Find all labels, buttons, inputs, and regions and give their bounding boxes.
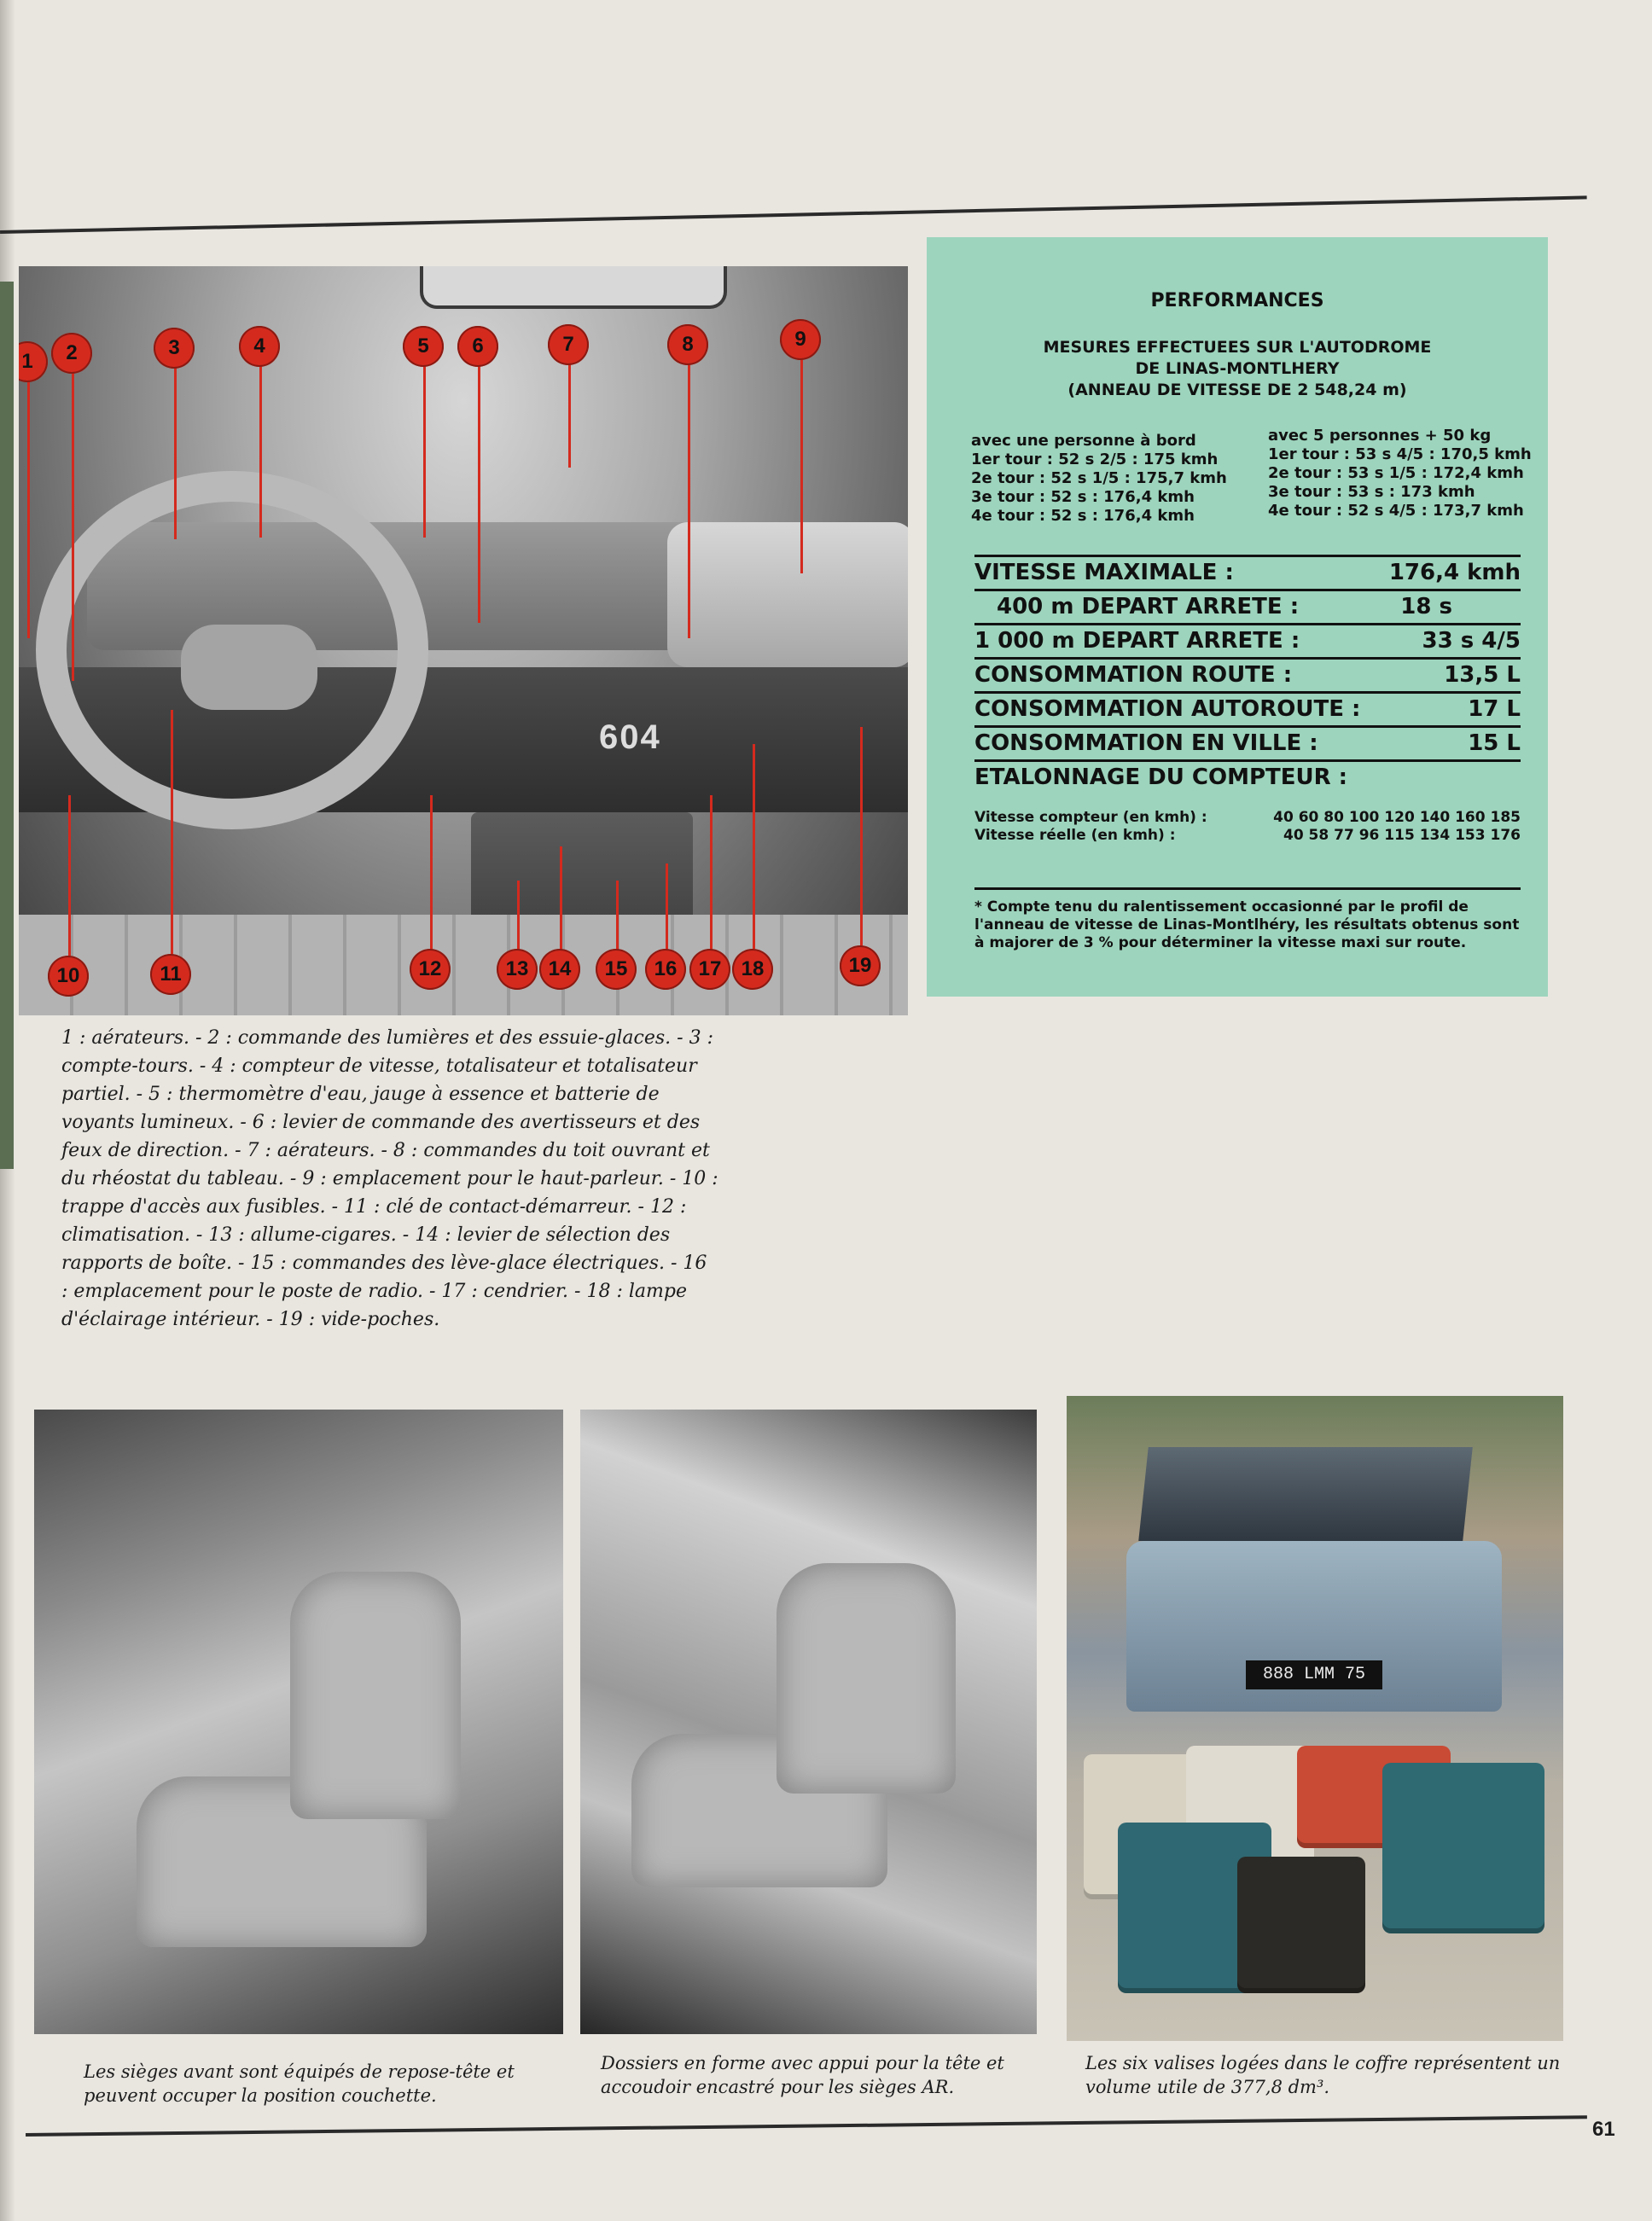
etalonnage-title: ETALONNAGE DU COMPTEUR : [974, 765, 1348, 790]
dashboard-caption: 1 : aérateurs. - 2 : commande des lumières et des essuie-glaces. - 3 : compte-tours. - 4 : compteur de vitesse, totalisateur et totalisateur partiel. - 5 : thermomètre d'eau, jauge à essence et batterie de voyants lumineux. - 6 : levier de commande des avertisseurs et des feux de direction. - 7 : aérateurs. - 8 : commandes du toit ouvrant et du rhéostat du tableau. - 9 : emplacement pour le haut-parleur. - 10 : trappe d'accès aux fusibles. - 11 : clé de contact-démarreur. - 12 : climatisation. - 13 : allume-cigares. - 14 : levier de sélection des rapports de boîte. - 15 : commandes des lève-glace électriques. - 16 : emplacement pour le poste de radio. - 17 : cendrier. - 18 : lampe d'éclairage intérieur. - 19 : vide-poches. [61, 1027, 718, 1330]
callout-8: 8 [667, 324, 708, 365]
performance-subtitle-2: DE LINAS-MONTLHERY [1135, 359, 1340, 378]
leader-line-12 [430, 795, 433, 949]
callout-13: 13 [497, 949, 538, 990]
callout-15: 15 [596, 949, 637, 990]
leader-line-9 [800, 360, 803, 573]
callout-5: 5 [403, 326, 444, 367]
callout-9: 9 [780, 319, 821, 360]
lap-row: 2e tour : 52 s 1/5 : 175,7 kmh [971, 469, 1227, 487]
suitcase [1382, 1763, 1544, 1933]
leader-line-2 [72, 374, 74, 681]
lap-header: avec 5 personnes + 50 kg [1268, 427, 1492, 445]
callout-12: 12 [410, 949, 451, 990]
perf-label: 1 000 m DEPART ARRETE : [974, 628, 1300, 654]
perf-value: 33 s 4/5 [1422, 628, 1521, 654]
performance-footnote: * Compte tenu du ralentissement occasionné par le profil de l'anneau de vitesse de Linas-Montlhéry, les résultats obtenus sont à majorer de 3 % pour déterminer la vitesse maxi sur route. [974, 887, 1521, 952]
seat-back [290, 1572, 461, 1819]
model-badge: 604 [599, 718, 661, 756]
perf-label: 400 m DEPART ARRETE : [997, 594, 1300, 619]
callout-3: 3 [154, 328, 195, 369]
leader-line-3 [174, 369, 177, 539]
performance-subtitle-1: MESURES EFFECTUEES SUR L'AUTODROME [1043, 338, 1432, 357]
leader-line-17 [710, 795, 713, 949]
license-plate: 888 LMM 75 [1246, 1660, 1382, 1689]
calibration-values: 40 58 77 96 115 134 153 176 [1283, 827, 1521, 844]
suitcase [1237, 1857, 1365, 1993]
calibration-row-reelle [974, 827, 1521, 845]
leader-line-13 [517, 881, 520, 949]
lap-row: 1er tour : 53 s 4/5 : 170,5 kmh [1268, 445, 1532, 463]
perf-value: 17 L [1468, 696, 1521, 722]
perf-label: CONSOMMATION ROUTE : [974, 662, 1293, 688]
perf-value: 18 s [1400, 594, 1452, 619]
seat-back [777, 1563, 956, 1794]
caption-front-seats: Les sièges avant sont équipés de repose-tête et peuvent occuper la position couchette. [84, 2061, 515, 2106]
perf-row-conso-autoroute [974, 691, 1521, 724]
callout-10: 10 [48, 956, 89, 997]
rear-seats-photo [580, 1410, 1037, 2034]
lap-header: avec une personne à bord [971, 432, 1196, 450]
front-seats-photo [34, 1410, 563, 2034]
leader-line-10 [68, 795, 71, 956]
lap-row: 3e tour : 52 s : 176,4 kmh [971, 488, 1195, 506]
perf-label: CONSOMMATION AUTOROUTE : [974, 696, 1361, 722]
perf-label: VITESSE MAXIMALE : [974, 560, 1234, 585]
callout-4: 4 [239, 326, 280, 367]
performance-box [927, 237, 1548, 997]
leader-line-1 [27, 382, 30, 638]
trunk-luggage-photo [1067, 1396, 1563, 2041]
steering-hub [181, 625, 317, 710]
perf-row-400m [974, 589, 1521, 621]
callout-7: 7 [548, 324, 589, 365]
callout-18: 18 [732, 949, 773, 990]
leader-line-5 [423, 367, 426, 538]
leader-line-7 [568, 365, 571, 468]
callout-2: 2 [51, 333, 92, 374]
leader-line-8 [688, 365, 690, 638]
lap-row: 3e tour : 53 s : 173 kmh [1268, 483, 1475, 501]
callout-6: 6 [457, 326, 498, 367]
leader-line-4 [259, 367, 262, 538]
caption-rear-seats: Dossiers en forme avec appui pour la tête et accoudoir encastré pour les sièges AR. [601, 2053, 1004, 2097]
calibration-label: Vitesse compteur (en kmh) : [974, 809, 1207, 826]
facing-page-edge [0, 282, 14, 1169]
perf-row-vitesse-max [974, 555, 1521, 587]
callout-16: 16 [645, 949, 686, 990]
frame-rule-bottom [26, 2115, 1587, 2137]
callout-11: 11 [150, 954, 191, 995]
leader-line-14 [560, 846, 562, 949]
calibration-row-compteur [974, 809, 1521, 827]
callout-19: 19 [840, 945, 881, 986]
calibration-values: 40 60 80 100 120 140 160 185 [1273, 809, 1521, 826]
leader-line-18 [753, 744, 755, 949]
callout-17: 17 [689, 949, 730, 990]
lap-row: 4e tour : 52 s : 176,4 kmh [971, 507, 1195, 525]
caption-trunk: Les six valises logées dans le coffre représentent un volume utile de 377,8 dm³. [1085, 2053, 1561, 2097]
perf-etalonnage-title [974, 759, 1521, 792]
leader-line-19 [860, 727, 863, 945]
perf-row-1000m [974, 623, 1521, 655]
perf-value: 176,4 kmh [1388, 560, 1521, 585]
callout-14: 14 [539, 949, 580, 990]
rear-view-mirror [420, 266, 727, 309]
callout-1: 1 [19, 341, 48, 382]
perf-value: 15 L [1468, 730, 1521, 756]
leader-line-16 [666, 863, 668, 949]
perf-label: CONSOMMATION EN VILLE : [974, 730, 1318, 756]
performance-subtitle-3: (ANNEAU DE VITESSE DE 2 548,24 m) [1067, 381, 1407, 399]
leader-line-15 [616, 881, 619, 949]
perf-row-conso-route [974, 657, 1521, 689]
trunk-lid [1138, 1447, 1473, 1541]
frame-rule-top [0, 195, 1587, 234]
performance-title: PERFORMANCES [1150, 290, 1324, 311]
leader-line-6 [478, 367, 480, 623]
page-number: 61 [1592, 2118, 1615, 2141]
lap-row: 2e tour : 53 s 1/5 : 172,4 kmh [1268, 464, 1524, 482]
perf-value: 13,5 L [1444, 662, 1521, 688]
lap-row: 4e tour : 52 s 4/5 : 173,7 kmh [1268, 502, 1524, 520]
calibration-label: Vitesse réelle (en kmh) : [974, 827, 1176, 844]
leader-line-11 [171, 710, 173, 954]
lap-times-five-persons [1268, 427, 1541, 520]
speedometer-calibration [974, 809, 1521, 845]
lap-times-one-person [971, 432, 1244, 526]
dash-top-speaker [667, 522, 908, 667]
perf-row-conso-ville [974, 725, 1521, 758]
lap-row: 1er tour : 52 s 2/5 : 175 kmh [971, 451, 1219, 468]
dashboard-photo [19, 266, 908, 1015]
